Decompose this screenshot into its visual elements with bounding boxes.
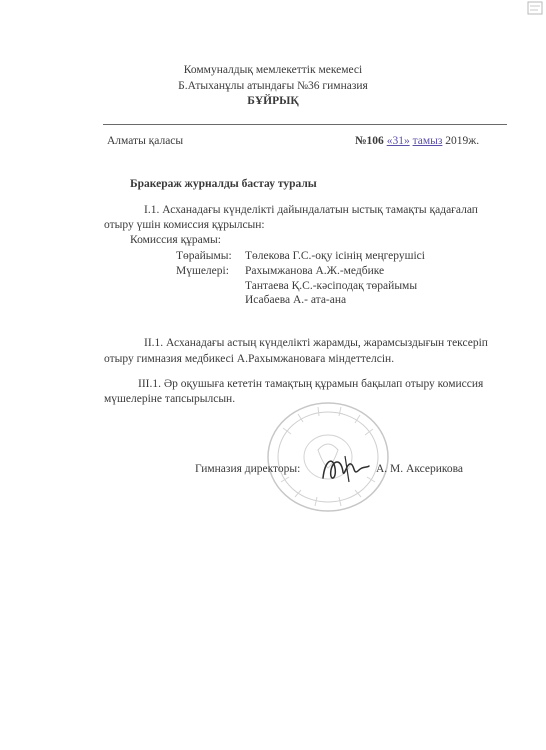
section3-line1: ІІІ.1. Әр оқушыға кететін тамақтың құрамын бақылап отыру комиссия <box>138 378 484 390</box>
section2-line2: отыру гимназия медбикесі А.Рахымжановаға міндеттелсін. <box>104 353 395 365</box>
commission-label: Комиссия құрамы: <box>130 234 221 246</box>
member-item: Исабаева А.- ата-ана <box>245 294 347 306</box>
org-name-line1: Коммуналдық мемлекеттік мекемесі <box>183 64 363 76</box>
order-day: «31» <box>386 135 410 147</box>
member-item: Рахымжанова А.Ж.-медбике <box>245 265 385 277</box>
city-label: Алматы қаласы <box>107 135 184 147</box>
chair-value: Төлекова Г.С.-оқу ісінің меңгерушісі <box>245 250 425 262</box>
members-label: Мүшелері: <box>176 265 229 277</box>
order-month: тамыз <box>412 135 443 147</box>
header-divider <box>103 124 507 125</box>
order-subject-title: Бракераж журналды бастау туралы <box>130 178 317 190</box>
chair-label: Төрайымы: <box>176 250 232 262</box>
section1-line1: І.1. Асханадағы күнделікті дайындалатын ыстық тамақты қадағалап <box>144 204 478 216</box>
order-year: 2019ж. <box>445 135 480 147</box>
director-label: Гимназия директоры: <box>195 463 301 475</box>
scan-corner-mark <box>524 0 546 18</box>
section2-line1: ІІ.1. Асханадағы астың күнделікті жарамды, жарамсыздығын тексеріп <box>144 337 488 349</box>
order-date-line <box>355 134 479 148</box>
org-name-line2: Б.Атыханұлы атындағы №36 гимназия <box>178 80 368 92</box>
signature-icon <box>315 448 373 488</box>
document-type-title: БҰЙРЫҚ <box>247 95 299 107</box>
section3-line2: мүшелеріне тапсырылсын. <box>104 393 236 405</box>
member-item: Тантаева Қ.С.-кәсіподақ төрайымы <box>245 280 418 292</box>
order-number: №106 <box>355 135 384 147</box>
section1-line2: отыру үшін комиссия құрылсын: <box>104 219 265 231</box>
director-name: А. М. Аксерикова <box>376 463 464 475</box>
